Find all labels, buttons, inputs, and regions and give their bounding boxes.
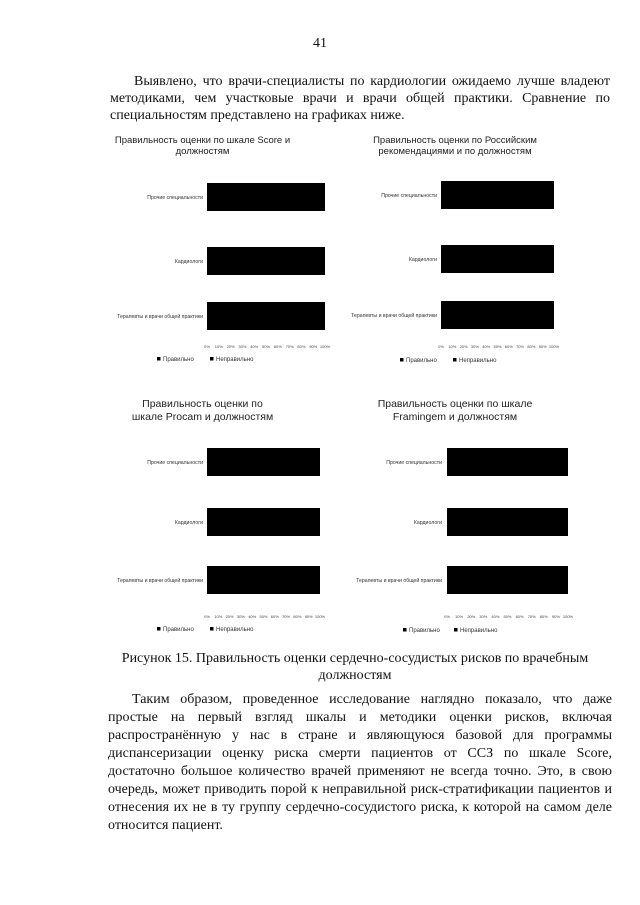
category-label: Терапевты и врачи общей практики	[117, 314, 203, 320]
bar	[207, 508, 320, 536]
x-tick-label: 70%	[285, 344, 294, 349]
x-tick-label: 90%	[309, 344, 318, 349]
legend-label: Правильно	[163, 627, 194, 633]
x-tick-label: 60%	[504, 344, 513, 349]
conclusion-paragraph: Таким образом, проведенное исследование наглядно показало, что даже простые на первый взгляд шкалы и методики оценки рисков, включая распространённую у нас в стране и являющуюся базовой для программы диспансеризации оценку риска смерти пациентов от ССЗ по шкале Score, достаточно большое количество врачей применяют не всегда точно. Это, в свою очередь, может приводить порой к неправильной риск-стратификации пациентов и отнесения их не в ту группу сердечно-сосудистого риска, к которой на самом деле относится пациент.	[108, 692, 612, 833]
chart-plot	[75, 135, 330, 370]
category-label: Кардиологи	[408, 257, 437, 263]
x-tick-label: 90%	[304, 614, 313, 619]
category-label: Прочие специальности	[386, 460, 442, 466]
chart-title: Правильность оценки по шкале Score и должностям	[114, 135, 291, 157]
category-label: Кардиологи	[174, 259, 203, 265]
x-tick-label: 60%	[270, 614, 279, 619]
x-tick-label: 90%	[551, 614, 560, 619]
category-label: Прочие специальности	[381, 193, 437, 199]
category-label: Терапевты и врачи общей практики	[117, 578, 203, 584]
chart-score	[75, 135, 330, 370]
chart-framingem	[330, 398, 580, 643]
legend-label: Неправильно	[216, 627, 254, 633]
legend-label: Неправильно	[459, 358, 497, 364]
x-tick-label: 30%	[238, 344, 247, 349]
bar	[207, 302, 325, 330]
x-tick-label: 90%	[538, 344, 547, 349]
chart-plot	[330, 135, 580, 370]
intro-paragraph: Выявлено, что врачи-специалисты по кардиологии ожидаемо лучше владеют методиками, чем участковые врачи и врачи общей практики. Сравнение по специальностям представлено на графиках ниже.	[110, 74, 610, 123]
x-tick-label: 100%	[548, 344, 560, 349]
bar	[447, 508, 568, 536]
x-tick-label: 0%	[444, 614, 450, 619]
x-tick-label: 30%	[236, 614, 245, 619]
bar	[441, 245, 554, 273]
legend-swatch	[400, 358, 404, 362]
x-tick-label: 10%	[214, 614, 223, 619]
category-label: Терапевты и врачи общей практики	[356, 578, 442, 584]
x-tick-label: 70%	[282, 614, 291, 619]
x-tick-label: 50%	[493, 344, 502, 349]
legend-swatch	[454, 628, 458, 632]
x-tick-label: 80%	[297, 344, 306, 349]
x-tick-label: 30%	[470, 344, 479, 349]
x-tick-label: 100%	[314, 614, 326, 619]
x-tick-label: 0%	[204, 344, 210, 349]
x-tick-label: 50%	[259, 614, 268, 619]
chart-russian-recommendations	[330, 135, 580, 370]
bar	[447, 566, 568, 594]
x-tick-label: 10%	[214, 344, 223, 349]
chart-title: Правильность оценки по шкале Procam и должностям	[131, 398, 274, 423]
legend-swatch	[157, 627, 161, 631]
x-tick-label: 20%	[225, 614, 234, 619]
x-tick-label: 80%	[293, 614, 302, 619]
bar	[207, 448, 320, 476]
legend-label: Правильно	[163, 357, 194, 363]
legend-label: Правильно	[409, 628, 440, 634]
x-tick-label: 40%	[491, 614, 500, 619]
bar	[207, 183, 325, 211]
x-tick-label: 80%	[527, 344, 536, 349]
x-tick-label: 10%	[448, 344, 457, 349]
bar	[441, 181, 554, 209]
category-label: Кардиологи	[174, 520, 203, 526]
chart-title: Правильность оценки по шкале Framingem и должностям	[377, 398, 533, 423]
chart-plot	[330, 398, 580, 643]
legend-swatch	[157, 357, 161, 361]
x-tick-label: 20%	[467, 614, 476, 619]
x-tick-label: 70%	[527, 614, 536, 619]
x-tick-label: 10%	[455, 614, 464, 619]
x-tick-label: 20%	[226, 344, 235, 349]
x-tick-label: 100%	[562, 614, 574, 619]
category-label: Терапевты и врачи общей практики	[351, 313, 437, 319]
legend-swatch	[210, 627, 214, 631]
category-label: Кардиологи	[413, 520, 442, 526]
legend-label: Правильно	[406, 358, 437, 364]
x-tick-label: 100%	[319, 344, 331, 349]
legend-swatch	[210, 357, 214, 361]
legend-swatch	[453, 358, 457, 362]
category-label: Прочие специальности	[147, 195, 203, 201]
page-number: 41	[313, 36, 327, 51]
legend-label: Неправильно	[460, 628, 498, 634]
chart-plot	[75, 398, 330, 643]
x-tick-label: 20%	[459, 344, 468, 349]
figure-caption: Рисунок 15. Правильность оценки сердечно-сосудистых рисков по врачебным должностям	[121, 651, 589, 683]
x-tick-label: 40%	[482, 344, 491, 349]
bar	[441, 301, 554, 329]
x-tick-label: 60%	[515, 614, 524, 619]
x-tick-label: 80%	[539, 614, 548, 619]
x-tick-label: 50%	[261, 344, 271, 349]
category-label: Прочие специальности	[147, 460, 203, 466]
bar	[447, 448, 568, 476]
bar	[207, 247, 325, 275]
x-tick-label: 0%	[438, 344, 444, 349]
chart-procam	[75, 398, 330, 643]
x-tick-label: 0%	[204, 614, 210, 619]
x-tick-label: 40%	[250, 344, 259, 349]
x-tick-label: 70%	[516, 344, 525, 349]
chart-title: Правильность оценки по Российским рекомендациями и по должностям	[373, 135, 537, 157]
x-tick-label: 40%	[248, 614, 257, 619]
legend-swatch	[403, 628, 407, 632]
bar	[207, 566, 320, 594]
legend-label: Неправильно	[216, 357, 254, 363]
x-tick-label: 60%	[273, 344, 282, 349]
x-tick-label: 50%	[503, 614, 512, 619]
x-tick-label: 30%	[479, 614, 488, 619]
